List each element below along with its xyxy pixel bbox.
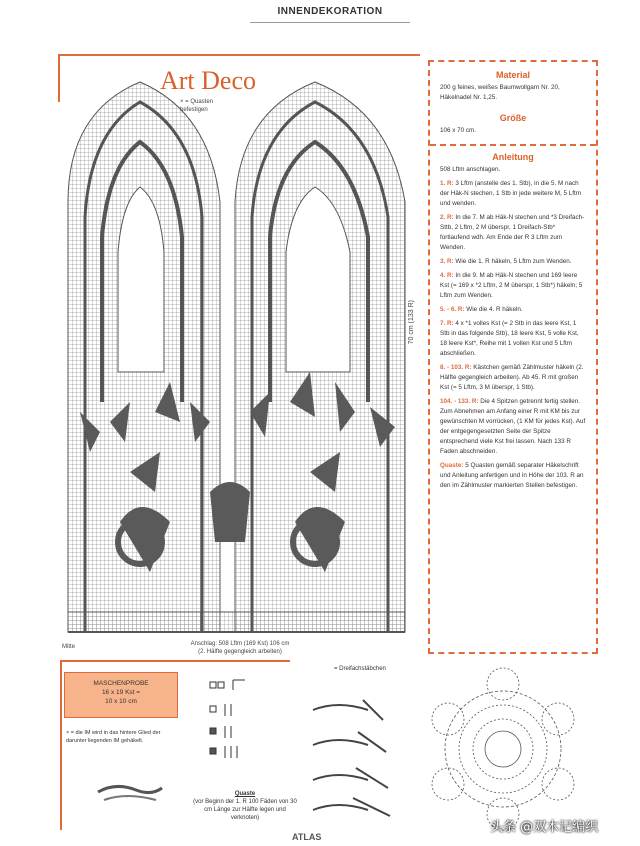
- instruction-step-text: Die 4 Spitzen getrennt fertig stellen. Zum Abnehmen am Anfang einer R mit KM bis zur gewünschten M vorrücken, (1 KM für jedes Kst). Auf der entgegengesetzten Seite der Spitze entsprechend viele Kst frei lassen. Nach 133 R Faden abschneiden.: [440, 398, 586, 455]
- instruction-step-label: Quaste:: [440, 462, 464, 469]
- instruction-step-text: Kästchen gemäß Zählmuster häkeln (2. Hälfte gegengleich arbeiten). Ab 45. R mit großen Kst (= 5 Lftm, 3 M überspr, 1 Stb).: [440, 364, 584, 391]
- size-heading: Größe: [499, 113, 527, 123]
- instruction-step: [440, 179, 586, 209]
- instruction-step-text: Wie die 1. R häkeln, 5 Lftm zum Wenden.: [455, 258, 572, 265]
- triple-stitch-label: = Dreifachstäbchen: [334, 666, 386, 672]
- instruction-step: [440, 363, 586, 393]
- chart-title: Art Deco: [160, 66, 257, 95]
- instruction-step-label: 1. R:: [440, 180, 454, 187]
- instruction-step-text: 3 Lftm (anstelle des 1. Stb), in die 5. M nach der Häk-N stechen, 1 Stb in jede weitere M, 5 Lftm und wenden.: [440, 180, 582, 207]
- instruction-step: [440, 319, 586, 359]
- instruction-step-text: 4 x *1 volles Kst (= 2 Stb in das leere Kst, 1 Stb in das folgende Stb), 18 leere Kst, 5 volle Kst, 18 leere Kst*, Reihe mit 1 vollen Kst und 5 Lftm abschließen.: [440, 320, 579, 357]
- instruction-step-label: 8. - 103. R:: [440, 364, 472, 371]
- material-text: 200 g feines, weißes Baumwollgarn Nr. 20, Häkelnadel Nr. 1,25.: [440, 84, 560, 101]
- chart-caption: [170, 640, 310, 656]
- chart-caption-line1: Anschlag: 508 Lftm (169 Kst) 106 cm: [190, 641, 290, 647]
- tassel-caption: [190, 790, 300, 822]
- instruction-step-text: Wie die 4. R häkeln.: [466, 306, 523, 313]
- gauge-line3: 10 x 10 cm: [105, 698, 137, 705]
- filet-chart: [60, 72, 415, 642]
- chart-legend: × = Quasten befestigen: [180, 99, 214, 113]
- filet-chart-svg: [60, 72, 415, 642]
- page-section-title: INNENDEKORATION: [277, 6, 383, 17]
- instruction-step-text: In die 7. M ab Häk-N stechen und *3 Dreifach-Sttb, 2 Lftm, 2 M überspr, 1 Dreifach-Stb* fortlaufend wdh. Am Ende der R 3 Lftm zum Wenden.: [440, 214, 585, 251]
- instruction-step: [440, 257, 586, 267]
- instruction-step: [440, 305, 586, 315]
- instruction-step-label: 5. - 6. R:: [440, 306, 465, 313]
- chart-center-label: Mitte: [62, 644, 76, 650]
- chart-side-dimension: 70 cm (133 R): [408, 300, 415, 345]
- gauge-note: × = die IM wird in das hintere Glied der darunter liegenden IM gehäkelt.: [66, 730, 161, 744]
- side-copyright: [617, 400, 629, 650]
- frame-bottom: [60, 660, 290, 662]
- instructions-heading: Anleitung: [492, 152, 534, 162]
- tassel-diagram: [418, 664, 588, 834]
- instruction-step-label: 2. R:: [440, 214, 454, 221]
- instruction-step-text: In die 9. M ab Häk-N stechen und 169 leere Kst (= 169 x *2 Lftm, 2 M überspr, 1 Stb*) häkeln; 5 Lftm zum Wenden.: [440, 272, 583, 299]
- instructions-panel: [428, 60, 598, 654]
- publisher-logo: ATLAS: [292, 832, 322, 842]
- instruction-step: [440, 213, 586, 253]
- tassel-title: Quaste: [234, 791, 256, 797]
- instruction-step-label: 104. - 133. R:: [440, 398, 479, 405]
- instruction-step: [440, 461, 586, 491]
- instruction-step-label: 3. R:: [440, 258, 454, 265]
- instructions-intro: 508 Lftm anschlagen.: [440, 166, 501, 173]
- watermark: 头条 @双木记编织: [490, 820, 599, 835]
- stitch-illustrations: [308, 690, 408, 820]
- crochet-hook-illustration: [96, 772, 166, 812]
- instruction-step: [440, 271, 586, 301]
- frame-bottom-left: [60, 660, 62, 830]
- instruction-step: [440, 397, 586, 457]
- size-text: 106 x 70 cm.: [440, 127, 477, 134]
- gauge-title: MASCHENPROBE: [93, 680, 149, 687]
- instruction-step-label: 7. R:: [440, 320, 454, 327]
- chart-caption-line2: (2. Hälfte gegengleich arbeiten): [198, 649, 282, 655]
- gauge-line2: 16 x 19 Kst =: [101, 689, 141, 696]
- frame-top: [58, 54, 420, 56]
- gauge-box: [64, 672, 178, 718]
- info-divider: [430, 144, 596, 146]
- instruction-step-text: 5 Quasten gemäß separater Häkelschrift und Anleitung anfertigen und in Höhe der 103. R an den im Zählmuster markierten Stellen befestigen.: [440, 462, 584, 489]
- material-heading: Material: [495, 70, 530, 80]
- symbol-legend: [205, 676, 275, 776]
- tassel-text: (vor Beginn der 1. R 100 Fäden von 30 cm Länge zur Hälfte legen und verknoten): [193, 799, 297, 821]
- instruction-step-label: 4. R:: [440, 272, 454, 279]
- instruction-steps: [440, 179, 586, 491]
